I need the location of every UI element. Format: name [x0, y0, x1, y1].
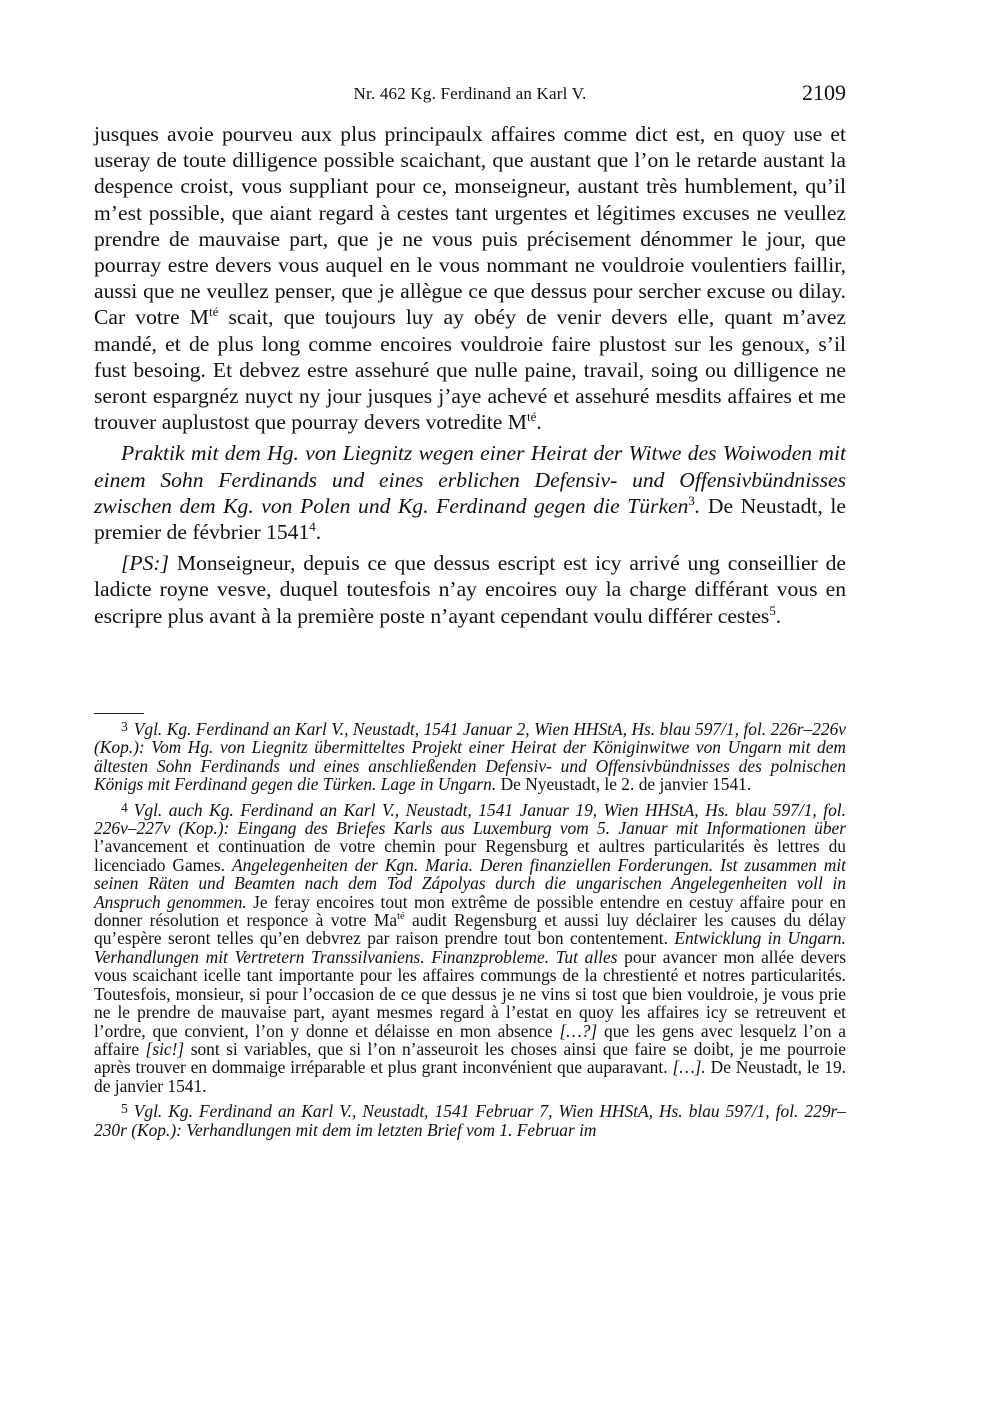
- page-number: 2109: [802, 80, 846, 105]
- text-run: pour avancer mon allée devers vous scaichant icelle tant importante pour les affaires commungs de la chrestienté et notres particularités. Toutesfois, monsieur, si pour l’occasion de ce que dessus je ne vins si tost que bien vouldroie, je vous prie ne le prendre de mauvaise part, ayant mesmes regard à l’estat en quoy les affaires icy se retreuvent et l’ordre, que convient, l’on y donne et délaisse en mon absence: [94, 946, 846, 1041]
- text-run: scait, que toujours luy ay obéy de venir devers elle, quant m’avez mandé, et de plus long comme encoires vouldroie faire plustost sur les genoux, s’il fust besoing. Et debvez estre assehuré que nulle paine, travail, soing ou dilligence ne seront espargnéz nuyct ny jour jusques j’aye achevé et assehuré mesdits affaires et me trouver auplustost que pourray devers votredite M: [94, 305, 847, 435]
- superscript: té: [209, 304, 219, 320]
- footnote-number: 4: [121, 799, 128, 815]
- paragraph-summary: [94, 440, 846, 545]
- footnote-ref-3: 3: [688, 492, 695, 508]
- text-run: .: [536, 410, 542, 435]
- footnote-3: [94, 718, 846, 794]
- text-run: [sic!]: [145, 1038, 185, 1059]
- main-text: [94, 121, 846, 634]
- postscript-marker: [PS:]: [121, 551, 169, 576]
- footnote-separator: [94, 713, 144, 714]
- text-run: l’avancement et continuation de votre chemin pour Regensburg et aultres particularités ès lettres du licenciado Games.: [94, 836, 846, 875]
- text-run: audit Regensburg et aussi luy déclairer les causes du délay qu’espère seront telles qu’en debvrez par raison prendre tout bon contentement.: [94, 910, 846, 949]
- footnote-number: 5: [121, 1101, 128, 1117]
- text-run: Monseigneur, depuis ce que dessus escript est icy arrivé ung conseillier de ladicte royne vesve, duquel toutesfois n’ay encoires ouy la charge différant vous en escripre plus avant à la première poste n’ayant cependant voulu différer cestes: [94, 551, 846, 628]
- editorial-summary: Praktik mit dem Hg. von Liegnitz wegen einer Heirat der Witwe des Woiwoden mit einem Sohn Ferdinands und eines erblichen Defensiv- und Offensivbündnisses zwischen dem Kg. von Polen und Kg. Ferdinand gegen die Türken: [94, 441, 846, 518]
- superscript: té: [526, 409, 537, 425]
- text-run: De Neustadt, le premier de févbrier 1541: [94, 493, 846, 545]
- text-run: […?]: [559, 1020, 598, 1041]
- text-run: Angelegenheiten der Kgn. Maria. Deren finanziellen Forderungen. Ist zusammen mit seinen Räten und Beamten nach dem Tod Zápolyas durch die ungarischen Angelegenheiten voll in Anspruch genommen.: [94, 854, 846, 912]
- page-header: [94, 80, 846, 108]
- text-run: Vgl. Kg. Ferdinand an Karl V., Neustadt, 1541 Februar 7, Wien HHStA, Hs. blau 597/1, fol. 229r–230r (Kop.): Verhandlungen mit dem im letzten Brief vom 1. Februar im: [94, 1101, 846, 1140]
- footnote-4: [94, 799, 846, 1096]
- text-run: jusques avoie pourveu aux plus principaulx affaires comme dict est, en quoy use et useray de toute dilligence possible scaichant, que austant que l’on le retarde austant la despence croist, vous suppliant pour ce, monseigneur, austant très humblement, qu’il m’est possible, que aiant regard à cestes tant urgentes et légitimes excuses ne veullez prendre de mauvaise part, que je ne vous puis précisement dénommer le jour, que pourray estre devers vous auquel en le vous nommant ne vouldroie voulentiers faillir, aussi que ne veullez penser, que je allègue ce que dessus pour sercher excuse ou dilay. Car votre M: [94, 122, 846, 330]
- footnote-5: [94, 1100, 846, 1139]
- text-run: Vgl. auch Kg. Ferdinand an Karl V., Neustadt, 1541 Januar 19, Wien HHStA, Hs. blau 597/1, fol. 226v–227v (Kop.): Eingang des Briefes Karls aus Luxemburg vom 5. Januar mit Informationen über: [94, 799, 846, 839]
- paragraph-letter-text: [94, 121, 846, 435]
- text-run: .: [775, 603, 782, 628]
- text-run: Je feray encoires tout mon extrême de possible entendre en cestuy affaire pour en donner résolution et responce à votre Ma: [94, 891, 846, 931]
- superscript: té: [397, 911, 405, 923]
- text-run: Vgl. Kg. Ferdinand an Karl V., Neustadt, 1541 Januar 2, Wien HHStA, Hs. blau 597/1, fol. 226r–226v (Kop.): Vom Hg. von Liegnitz übermitteltes Projekt einer Heirat der Königinwitwe von Ungarn mit dem ältesten Sohn Ferdinands und eines anschließenden Defensiv- und Offensivbündnisses des polnischen Königs mit Ferdinand gegen die Türken. Lage in Ungarn.: [94, 719, 846, 795]
- running-head: Nr. 462 Kg. Ferdinand an Karl V.: [353, 84, 587, 103]
- text-run: De Neustadt, le 19. de janvier 1541.: [94, 1057, 847, 1096]
- text-run: sont si variables, que si l’on n’asseuroit les choses ainsi que faire se doibt, je me pourroie après trouver en dommaige irréparable et plus grant inconvénient que auparavant.: [94, 1038, 846, 1078]
- text-run: De Nyeustadt, le 2. de janvier 1541.: [496, 774, 752, 795]
- text-run: […].: [672, 1057, 706, 1078]
- text-run: que les gens avec lesquelz l’on a affaire: [94, 1020, 846, 1059]
- footnote-ref-4: 4: [309, 518, 316, 534]
- paragraph-postscript: [94, 550, 846, 629]
- footnotes: [94, 718, 846, 1144]
- text-run: Entwicklung in Ungarn. Verhandlungen mit Vertretern Transsilvaniens. Finanzprobleme. Tut alles: [94, 928, 846, 967]
- footnote-ref-5: 5: [769, 602, 776, 618]
- text-run: .: [315, 520, 322, 545]
- footnote-number: 3: [121, 719, 128, 734]
- text-run: .: [694, 493, 701, 518]
